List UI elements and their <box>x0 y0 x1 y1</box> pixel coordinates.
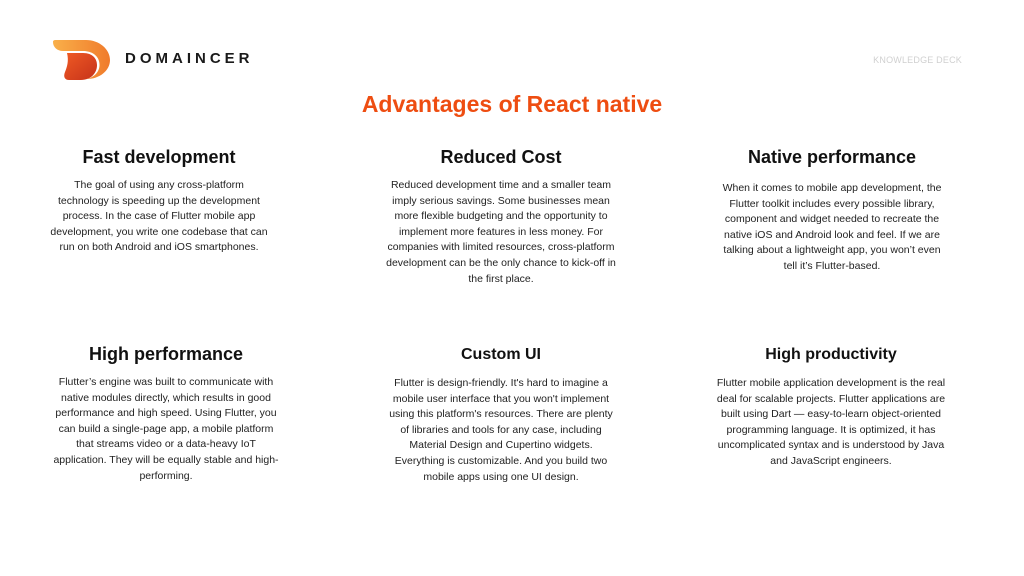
card-title: Native performance <box>747 147 917 167</box>
card-title: Fast development <box>82 147 236 167</box>
card-title: High performance <box>88 344 244 364</box>
card-title: Reduced Cost <box>440 147 562 167</box>
deck-label: KNOWLEDGE DECK <box>873 55 962 65</box>
card-body: Flutter mobile application development is the real deal for scalable projects. Flutter applications are built using Dart — easy-to-learn object-oriented programming language. It is optimized, it has uncomplicated syntax and is understood by Java and JavaScript engineers. <box>716 377 946 467</box>
domaincer-logo-icon <box>53 39 111 81</box>
card-body: When it comes to mobile app development, the Flutter toolkit includes every possible library, component and widget needed to recreate the native iOS and Android look and feel. If we are talking about a lightweight app, you won’t even tell it’s Flutter-based. <box>722 182 942 272</box>
card-body: Reduced development time and a smaller team imply serious savings. Some businesses mean more flexible budgeting and the opportunity to implement more features in less money. For companies with limited resources, cross-platform development can be the only chance to kick-off in the first place. <box>386 179 616 285</box>
card-high-productivity <box>716 345 946 470</box>
page-title: Advantages of React native <box>361 91 663 117</box>
card-body: The goal of using any cross-platform technology is speeding up the development process. In the case of Flutter mobile app development, you write one codebase that can run on both Android and iOS smartphones. <box>50 179 268 254</box>
card-high-performance <box>52 343 280 484</box>
card-title: Custom UI <box>461 346 541 363</box>
card-native-performance <box>719 146 945 275</box>
card-custom-ui <box>385 345 617 485</box>
card-title: High productivity <box>765 346 897 363</box>
card-reduced-cost <box>384 146 618 287</box>
card-body: Flutter is design-friendly. It's hard to imagine a mobile user interface that you won't implement using this platform's resources. There are plenty of libraries and tools for any case, including Material Design and Cupertino widgets. Everything is customizable. And you build two mobile apps using one UI design. <box>389 377 613 483</box>
card-fast-development <box>50 146 268 256</box>
card-body: Flutter’s engine was built to communicate with native modules directly, which results in good performance and high speed. Using Flutter, you can build a single-page app, a mobile platform that streams video or a data-heavy IoT application. They will be equally stable and high-performing. <box>53 376 279 482</box>
brand-name: DOMAINCER <box>125 50 254 67</box>
